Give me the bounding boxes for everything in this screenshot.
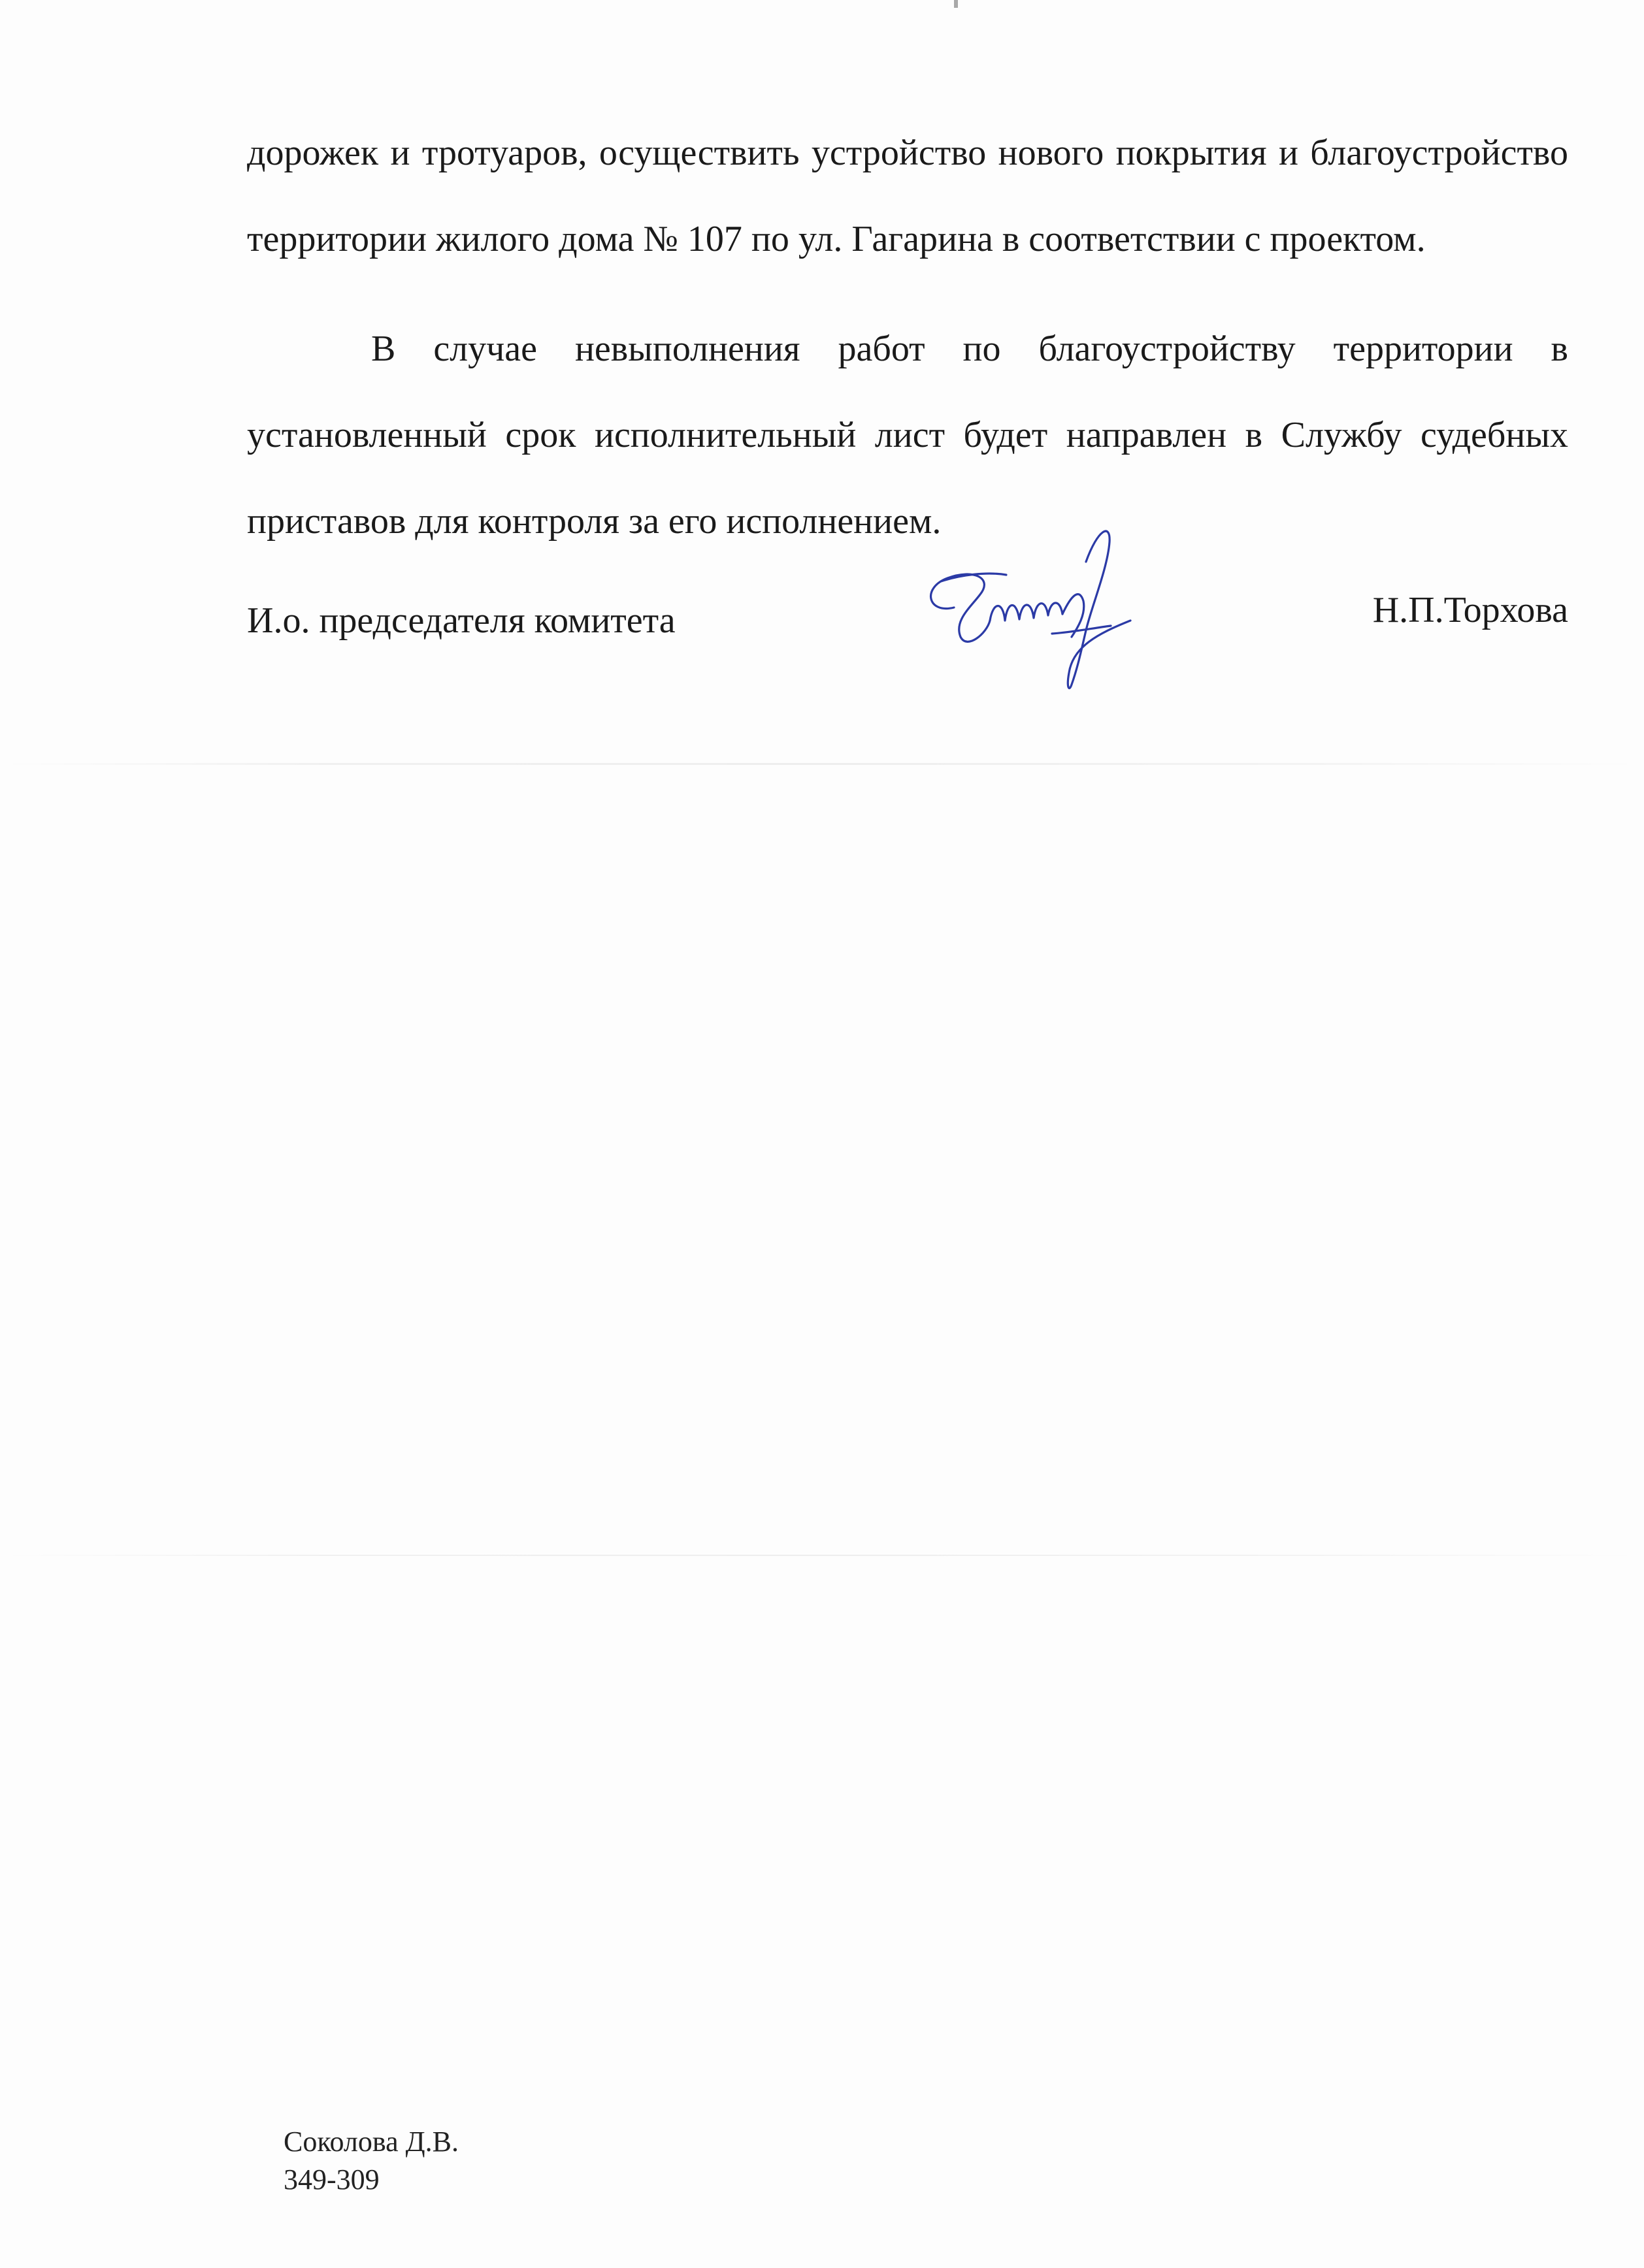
fold-line (0, 1555, 1644, 1556)
handwritten-signature (915, 516, 1150, 699)
paragraph-2: В случае невыполнения работ по благоустройству территории в установленный срок исполнительный лист будет направлен в Службу судебных приставов для контроля за его исполнением. (247, 329, 1568, 542)
fold-line (0, 763, 1644, 765)
executor-name: Соколова Д.В. (284, 2126, 459, 2158)
signatory-name: Н.П.Торхова (1372, 590, 1568, 630)
executor-phone: 349-309 (284, 2163, 380, 2195)
paragraph-1: дорожек и тротуаров, осуществить устройство нового покрытия и благоустройство территории жилого дома № 107 по ул. Гагарина в соответствии с проектом. (247, 133, 1568, 259)
scan-mark (954, 0, 958, 8)
signature-block (247, 590, 1568, 658)
signatory-title: И.о. председателя комитета (247, 600, 676, 641)
executor-info (284, 2123, 459, 2199)
